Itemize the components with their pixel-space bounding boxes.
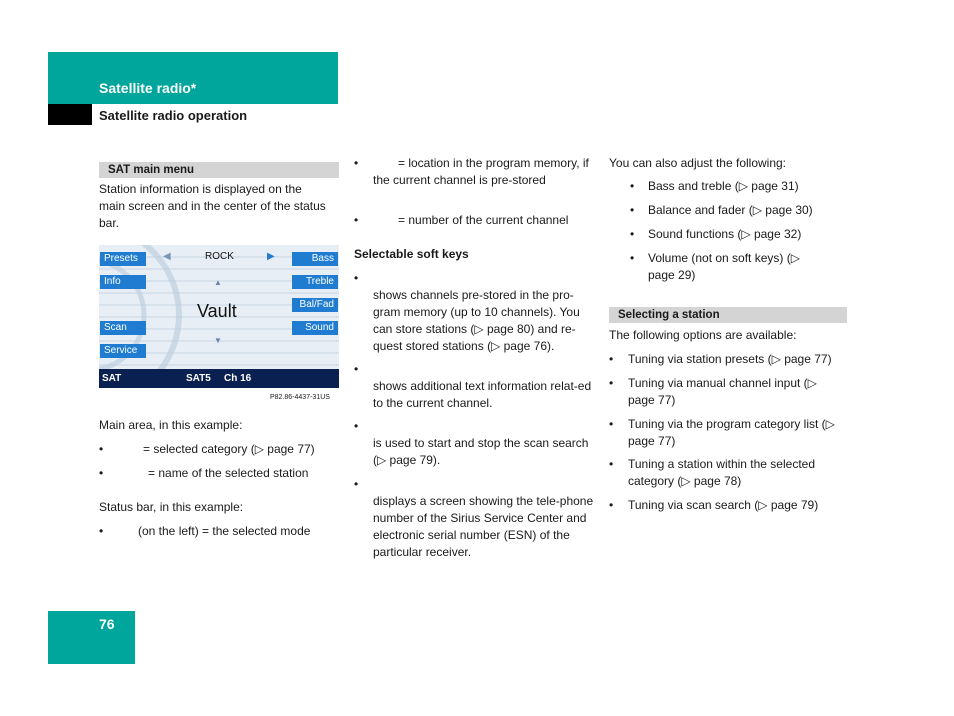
section-heading-selecting-a-station: Selecting a station (609, 307, 847, 323)
category-name: ROCK (205, 251, 234, 262)
soft-key-treble: Treble (292, 275, 338, 289)
soft-key-bal-fad: Bal/Fad (292, 298, 338, 312)
list-item: • = location in the program memory, if the current channel is pre-stored (354, 156, 589, 187)
radio-status-bar (99, 369, 339, 388)
radio-display-illustration (99, 245, 339, 388)
soft-key-presets: Presets (100, 252, 146, 266)
soft-key-service: Service (100, 344, 146, 358)
page-number: 76 (99, 616, 115, 632)
status-channel: Ch 16 (224, 373, 252, 384)
adjust-intro: You can also adjust the following: (609, 156, 787, 170)
options-intro: The following options are available: (609, 328, 797, 342)
status-mode: SAT (102, 373, 122, 384)
figure-code: P82.86-4437-31US (270, 394, 330, 401)
soft-key-info: Info (100, 275, 146, 289)
header-band (48, 52, 338, 104)
status-bar-label: Status bar, in this example: (99, 500, 244, 514)
soft-key-scan: Scan (100, 321, 146, 335)
section-marker (48, 104, 92, 125)
page-number-tab (48, 611, 135, 664)
arrow-up-icon: ▲ (214, 278, 222, 287)
arrow-right-icon: ▶ (267, 251, 275, 262)
section-subtitle: Satellite radio operation (99, 108, 248, 123)
main-area-label: Main area, in this example: (99, 418, 243, 432)
arrow-left-icon: ◀ (163, 251, 171, 262)
section-heading-sat-main-menu: SAT main menu (99, 162, 339, 178)
intro-text: Station information is displayed on the main screen and in the center of the status bar. (99, 182, 326, 230)
status-preset: SAT5 (186, 373, 211, 384)
soft-keys-heading: Selectable soft keys (354, 247, 469, 261)
chapter-title: Satellite radio* (99, 80, 197, 96)
arrow-down-icon: ▼ (214, 336, 222, 345)
soft-key-bass: Bass (292, 252, 338, 266)
soft-key-sound: Sound (292, 321, 338, 335)
station-name: Vault (197, 301, 237, 321)
